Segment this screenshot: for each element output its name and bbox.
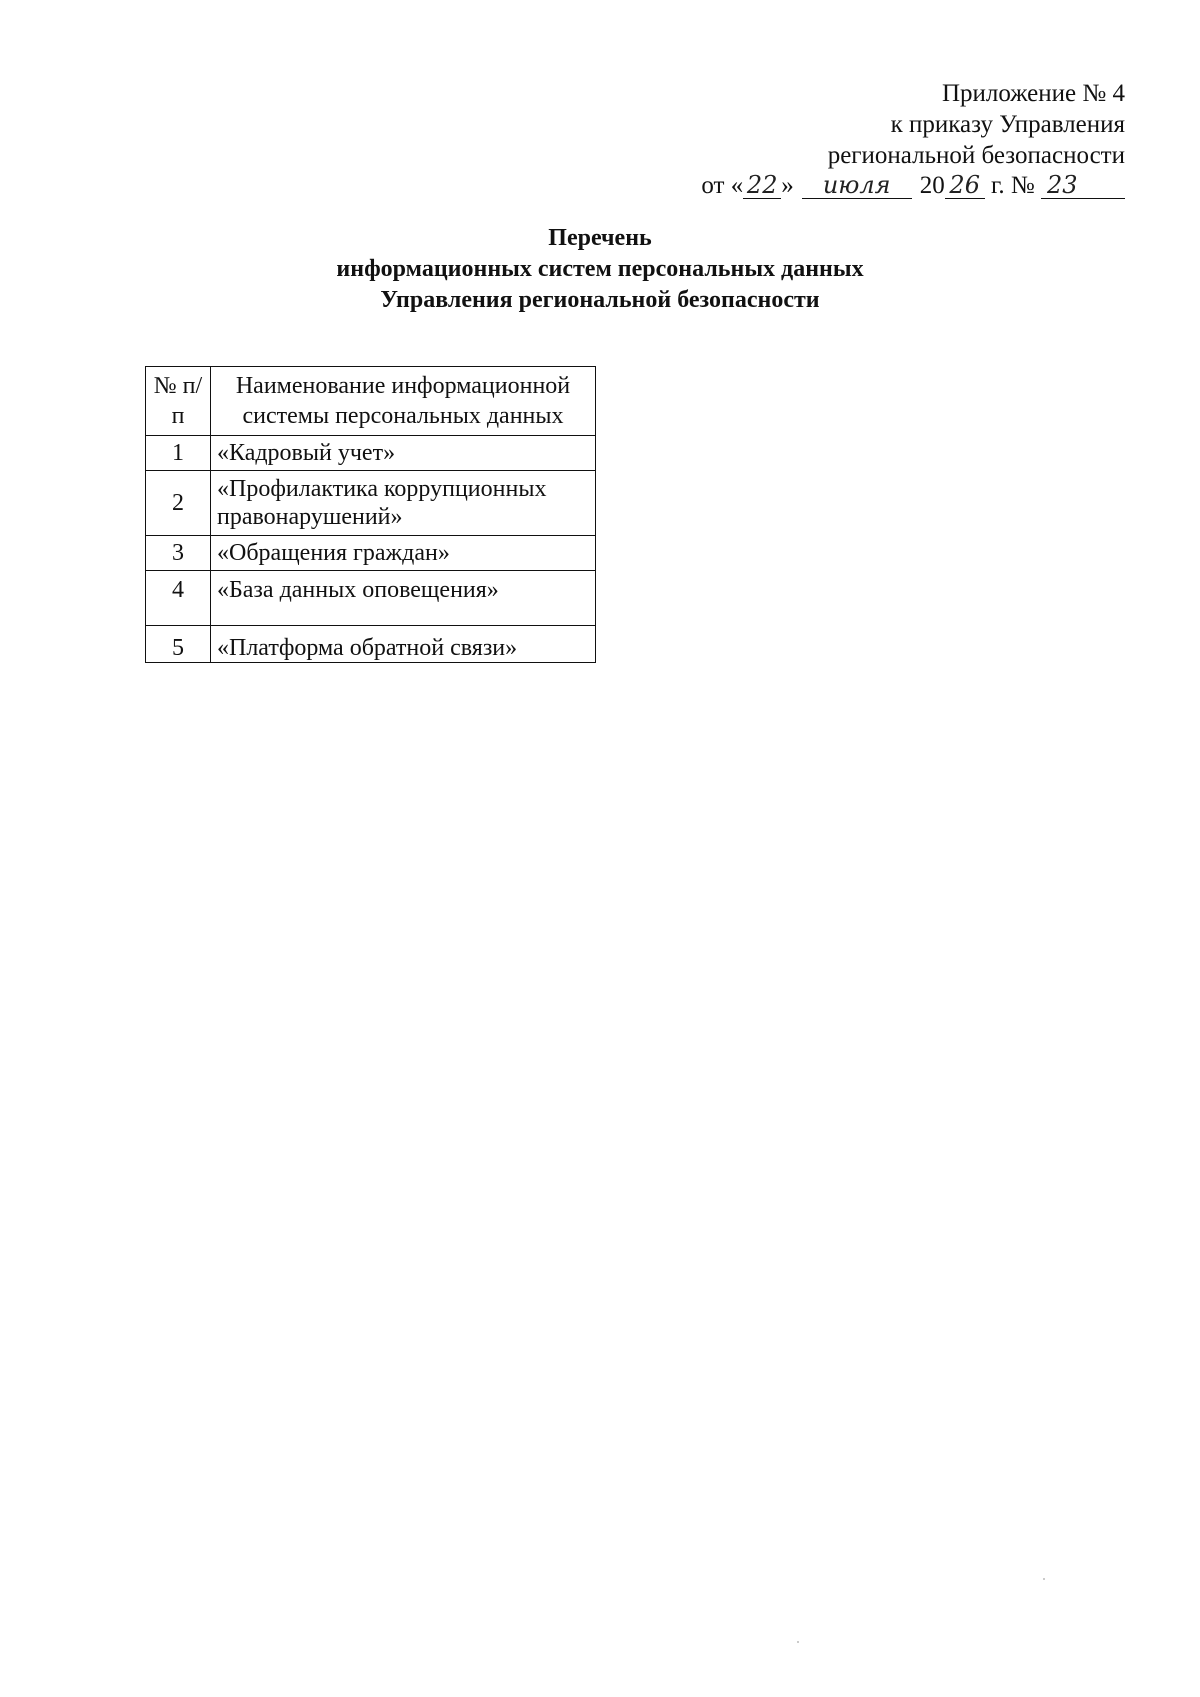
date-day-field (743, 173, 781, 199)
row-name: «Обращения граждан» (211, 536, 596, 571)
appendix-header (828, 78, 1125, 171)
department-name: региональной безопасности (827, 142, 1125, 169)
date-year-field (945, 173, 985, 199)
document-title (0, 223, 1200, 316)
table-row (146, 471, 596, 536)
title-line-2: информационных систем персональных данных (336, 256, 864, 282)
row-num: 5 (146, 626, 211, 663)
scan-speck (1043, 1578, 1045, 1580)
header-num: № п/п (146, 367, 211, 436)
row-name: «Профилактика коррупционных правонарушений» (211, 471, 596, 536)
order-number-handwritten: 23 (1047, 171, 1078, 199)
table-row (146, 571, 596, 626)
appendix-label: Приложение № 4 (941, 80, 1125, 107)
table-row (146, 436, 596, 471)
header-name: Наименование информационной системы персональных данных (211, 367, 596, 436)
row-num: 3 (146, 536, 211, 571)
order-reference: к приказу Управления (890, 111, 1125, 138)
date-number-label: г. № (984, 172, 1035, 199)
table-header-row (146, 367, 596, 436)
date-year-handwritten: 26 (949, 171, 980, 199)
row-name: «База данных оповещения» (211, 571, 596, 626)
row-name: «Платформа обратной связи» (211, 626, 596, 663)
date-month-handwritten: июля (822, 171, 891, 199)
date-prefix: от « (701, 172, 744, 199)
row-num: 4 (146, 571, 211, 626)
date-day-close: » (781, 172, 794, 199)
order-date-line (701, 170, 1125, 201)
date-day-handwritten: 22 (746, 171, 778, 199)
row-num: 2 (146, 471, 211, 536)
title-line-3: Управления региональной безопасности (380, 287, 820, 313)
date-year-prefix: 20 (919, 172, 945, 199)
scan-speck (797, 1641, 799, 1643)
table-row (146, 536, 596, 571)
row-name: «Кадровый учет» (211, 436, 596, 471)
systems-table (145, 366, 596, 663)
order-number-field (1041, 173, 1125, 199)
title-line-1: Перечень (548, 225, 652, 251)
date-month-field (802, 173, 912, 199)
row-num: 1 (146, 436, 211, 471)
table-row (146, 626, 596, 663)
